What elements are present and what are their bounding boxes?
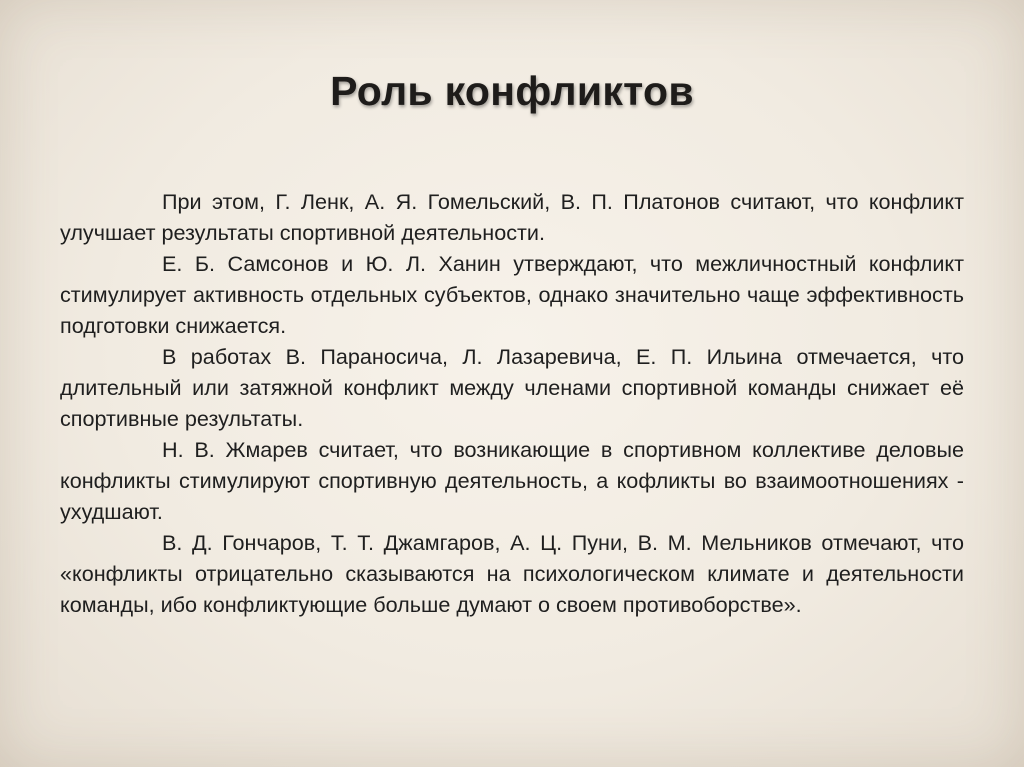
paragraph: Н. В. Жмарев считает, что возникающие в спортивном коллективе деловые конфликты стимулируют спортивную деятельность, а кофликты во взаимоотношениях - ухудшают. (60, 437, 964, 524)
slide-body (60, 186, 964, 620)
paragraph: В. Д. Гончаров, Т. Т. Джамгаров, А. Ц. Пуни, В. М. Мельников отмечают, что «конфликты отрицательно сказываются на психологическом климате и деятельности команды, ибо конфликтующие больше думают о своем противоборстве». (60, 530, 964, 617)
paragraph: В работах В. Параносича, Л. Лазаревича, Е. П. Ильина отмечается, что длительный или затяжной конфликт между членами спортивной команды снижает её спортивные результаты. (60, 344, 964, 431)
slide-title: Роль конфликтов (330, 68, 694, 114)
paragraph: При этом, Г. Ленк, А. Я. Гомельский, В. П. Платонов считают, что конфликт улучшает результаты спортивной деятельности. (60, 189, 964, 245)
paragraph: Е. Б. Самсонов и Ю. Л. Ханин утверждают, что межличностный конфликт стимулирует активность отдельных субъектов, однако значительно чаще эффективность подготовки снижается. (60, 251, 964, 338)
